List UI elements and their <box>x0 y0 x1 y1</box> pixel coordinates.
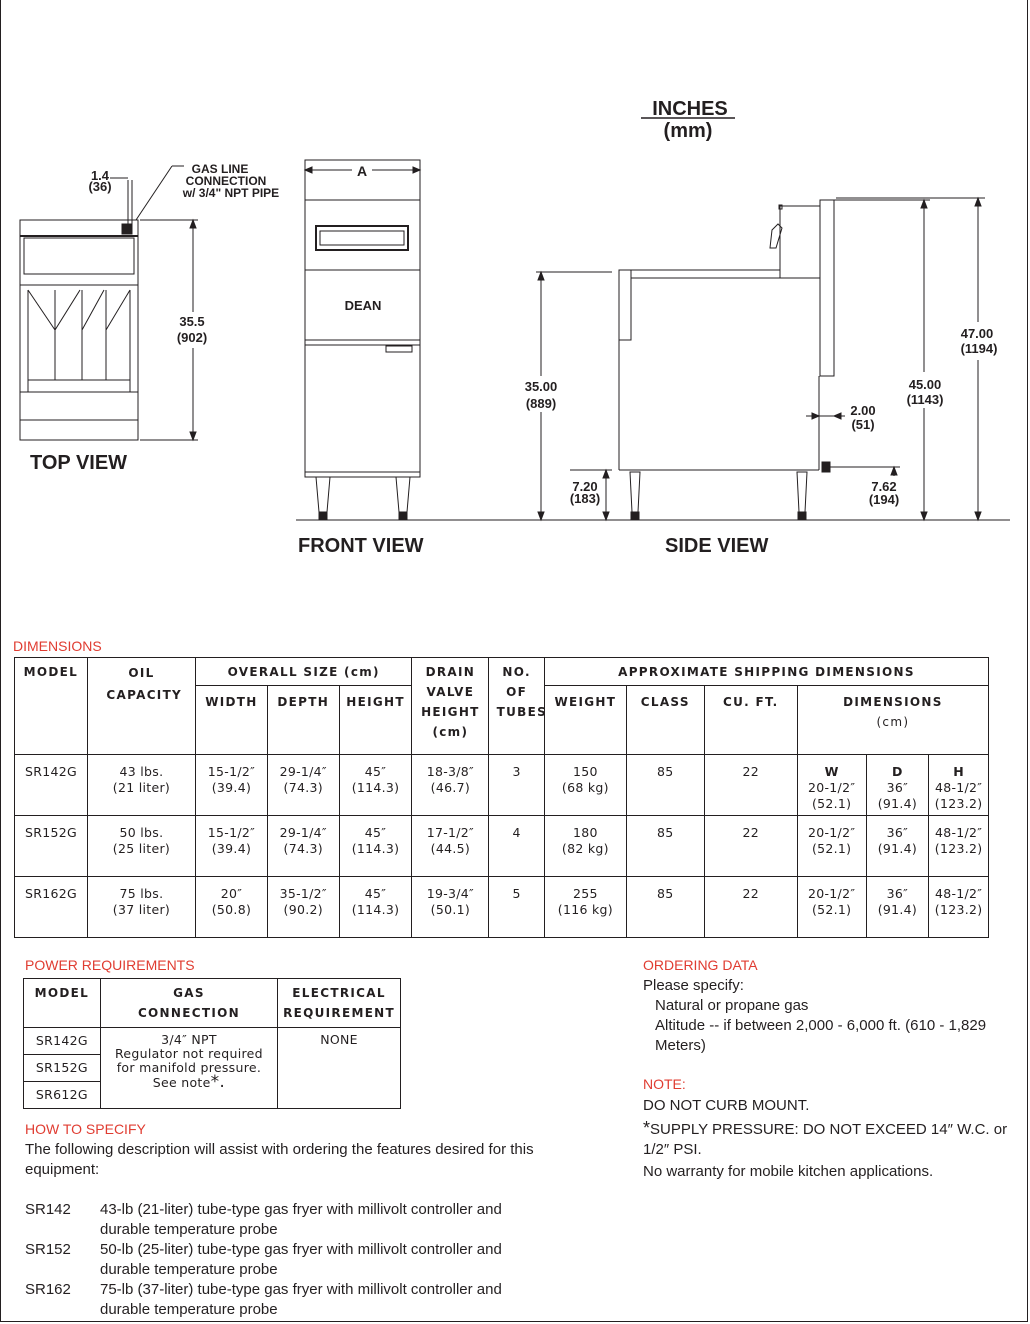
dim-47-00-mm: (1194) <box>960 341 998 356</box>
cell-tubes <box>489 816 545 877</box>
cell-line: (44.5) <box>430 841 471 856</box>
cell-cuft <box>704 877 797 938</box>
gas-line-label-3: w/ 3/4" NPT PIPE <box>182 186 280 200</box>
cell-line: 17-1/2″ <box>426 825 475 840</box>
col-height: HEIGHT <box>339 686 412 755</box>
cell-ship-w <box>797 755 866 816</box>
cell-line: 48-1/2″ <box>934 825 983 840</box>
cell-line: SR152G <box>25 825 77 840</box>
cell-line: 150 <box>573 764 598 779</box>
cell-line: 15-1/2″ <box>207 764 256 779</box>
cell-line: 36″ <box>886 886 909 901</box>
cell-line: SR142G <box>25 764 77 779</box>
col-class: CLASS <box>626 686 704 755</box>
cell-line: (123.2) <box>934 841 983 856</box>
col-cuft: CU. FT. <box>704 686 797 755</box>
dim-1-4: 1.4 <box>90 168 110 183</box>
cell-line: (52.1) <box>811 796 852 811</box>
cell-line: 36″ <box>886 780 909 795</box>
ordering-line-1: Please specify: <box>643 977 744 994</box>
cell-line: 180 <box>573 825 598 840</box>
ordering-title: ORDERING DATA <box>643 957 758 973</box>
cell-weight <box>544 816 626 877</box>
power-col-electrical <box>278 979 401 1028</box>
cell-line: 18-3/8″ <box>426 764 475 779</box>
cell-line: (52.1) <box>811 902 852 917</box>
cell-line: (74.3) <box>283 780 323 795</box>
how-item-desc: 75-lb (37-liter) tube-type gas fryer with millivolt controller and durable temperature probe <box>100 1281 502 1318</box>
cell-line: (68 kg) <box>561 780 609 795</box>
ordering-line-2: Natural or propane gas <box>655 997 809 1014</box>
ship-h-header: H <box>953 764 964 779</box>
dim-7-62-mm: (194) <box>868 492 900 507</box>
how-item-code: SR152 <box>25 1241 71 1258</box>
cell-ship-d <box>866 877 929 938</box>
dim-1-4-mm: (36) <box>88 179 112 194</box>
cell-weight <box>544 755 626 816</box>
cell-line: 22 <box>742 886 759 901</box>
cell-line: 45″ <box>364 825 387 840</box>
cell-line: (21 liter) <box>112 780 171 795</box>
cell-depth <box>267 877 339 938</box>
how-intro: The following description will assist with ordering the features desired for this equipment: <box>25 1141 534 1178</box>
power-col-gas-2: CONNECTION <box>137 1006 240 1020</box>
cell-line: (39.4) <box>211 780 252 795</box>
cell-line: 5 <box>512 886 521 901</box>
cell-ship-h <box>929 877 989 938</box>
how-item <box>25 1240 555 1280</box>
dim-7-62: 7.62 <box>871 479 897 494</box>
cell-line: 75 lbs. <box>119 886 164 901</box>
col-dimensions <box>797 686 988 755</box>
cell-line: 22 <box>742 764 759 779</box>
front-view-label: FRONT VIEW <box>298 535 424 557</box>
power-col-elec-1: ELECTRICAL <box>292 986 386 1000</box>
cell-ship-h <box>929 755 989 816</box>
col-weight: WEIGHT <box>544 686 626 755</box>
power-gas-see-note: See note <box>152 1075 211 1090</box>
cell-oil <box>87 816 195 877</box>
dim-45-00-mm: (1143) <box>906 392 944 407</box>
cell-line: 35-1/2″ <box>279 886 327 901</box>
side-view <box>536 198 985 520</box>
how-item <box>25 1280 555 1320</box>
cell-line: 45″ <box>364 764 387 779</box>
col-depth: DEPTH <box>267 686 339 755</box>
cell-line: (123.2) <box>934 796 983 811</box>
gas-line-label-1: GAS LINE <box>191 162 249 176</box>
cell-line: (52.1) <box>811 841 852 856</box>
units-label: INCHES <box>652 98 728 120</box>
col-model: MODEL <box>15 658 88 755</box>
power-gas-line-3: for manifold pressure. <box>116 1060 262 1075</box>
cell-line: (39.4) <box>211 841 252 856</box>
cell-line: (46.7) <box>430 780 471 795</box>
cell-line: 20-1/2″ <box>807 886 856 901</box>
cell-line: 22 <box>742 825 759 840</box>
power-col-elec-2: REQUIREMENT <box>283 1006 396 1020</box>
how-item-code: SR142 <box>25 1201 71 1218</box>
top-view-label: TOP VIEW <box>30 452 128 474</box>
technical-drawing <box>0 0 1030 600</box>
col-tubes-label: NO. OF TUBES <box>496 665 548 719</box>
col-drain-valve <box>412 658 489 755</box>
cell-line: 255 <box>573 886 598 901</box>
dimensions-row <box>15 755 989 816</box>
note-mark: * <box>643 1118 651 1138</box>
cell-line: 85 <box>657 764 674 779</box>
cell-line: (91.4) <box>877 902 918 917</box>
cell-line: (91.4) <box>877 796 918 811</box>
how-title: HOW TO SPECIFY <box>25 1121 146 1137</box>
dim-2-00-mm: (51) <box>851 417 875 432</box>
note-line-2 <box>643 1118 1008 1160</box>
cell-cuft <box>704 755 797 816</box>
cell-drain <box>412 755 489 816</box>
cell-line: (50.1) <box>430 902 471 917</box>
cell-line: 43 lbs. <box>119 764 164 779</box>
ship-d-header: D <box>892 764 903 779</box>
col-width: WIDTH <box>196 686 268 755</box>
power-electrical: NONE <box>278 1028 401 1109</box>
cell-line: 85 <box>657 886 674 901</box>
cell-cuft <box>704 816 797 877</box>
ordering-line-3: Altitude -- if between 2,000 - 6,000 ft. (610 - 1,829 Meters) <box>655 1017 987 1054</box>
cell-oil <box>87 877 195 938</box>
cell-line: (25 liter) <box>112 841 171 856</box>
dim-35-5-mm: (902) <box>176 330 208 345</box>
cell-line: (90.2) <box>283 902 323 917</box>
cell-width <box>196 816 268 877</box>
cell-line: 20-1/2″ <box>807 825 856 840</box>
cell-line: (116 kg) <box>557 902 613 917</box>
front-view <box>305 160 420 520</box>
power-model-3: SR612G <box>24 1082 101 1109</box>
brand-label: DEAN <box>344 298 382 313</box>
cell-ship-w <box>797 816 866 877</box>
cell-line: 15-1/2″ <box>207 825 256 840</box>
power-gas-connection <box>100 1028 277 1109</box>
note-supply-pressure: SUPPLY PRESSURE: DO NOT EXCEED 14″ W.C. or 1/2″ PSI. <box>643 1121 1008 1158</box>
dimensions-row <box>15 816 989 877</box>
cell-line: (114.3) <box>351 780 400 795</box>
cell-line: 20″ <box>220 886 243 901</box>
cell-line: 36″ <box>886 825 909 840</box>
how-item-code: SR162 <box>25 1281 71 1298</box>
cell-line: 50 lbs. <box>119 825 164 840</box>
col-drain-valve-label: DRAIN VALVE HEIGHT (cm) <box>421 665 480 739</box>
cell-ship-d <box>866 816 929 877</box>
col-oil-capacity <box>87 658 195 755</box>
dim-7-20: 7.20 <box>572 479 598 494</box>
cell-drain <box>412 816 489 877</box>
cell-height <box>339 877 412 938</box>
col-dimensions-unit: (cm) <box>876 715 910 729</box>
cell-class <box>626 755 704 816</box>
units-label-mm: (mm) <box>663 120 713 142</box>
cell-line: (123.2) <box>934 902 983 917</box>
cell-ship-d <box>866 755 929 816</box>
note-line-3: No warranty for mobile kitchen applications. <box>643 1163 934 1180</box>
cell-line: 85 <box>657 825 674 840</box>
dimensions-row <box>15 877 989 938</box>
cell-line: 45″ <box>364 886 387 901</box>
col-tubes <box>489 658 548 755</box>
cell-width <box>196 755 268 816</box>
power-gas-line-2: Regulator not required <box>114 1046 263 1061</box>
note-title: NOTE: <box>643 1076 686 1092</box>
cell-class <box>626 816 704 877</box>
dimensions-table <box>14 657 989 938</box>
cell-model <box>15 877 88 938</box>
power-model-2: SR152G <box>24 1055 101 1082</box>
power-gas-line-4 <box>101 1072 277 1092</box>
cell-height <box>339 816 412 877</box>
col-shipping: APPROXIMATE SHIPPING DIMENSIONS <box>544 658 988 686</box>
cell-line: SR162G <box>25 886 77 901</box>
side-view-label: SIDE VIEW <box>665 535 769 557</box>
cell-tubes <box>489 755 545 816</box>
dim-47-00: 47.00 <box>960 326 994 341</box>
power-gas-line-1: 3/4″ NPT <box>161 1032 217 1047</box>
dim-35-00-mm: (889) <box>525 396 557 411</box>
power-title: POWER REQUIREMENTS <box>25 957 195 973</box>
cell-line: (50.8) <box>211 902 252 917</box>
cell-line: 4 <box>512 825 521 840</box>
how-list <box>25 1200 555 1320</box>
cell-oil <box>87 755 195 816</box>
power-col-model: MODEL <box>24 979 101 1028</box>
cell-ship-w <box>797 877 866 938</box>
how-item-desc: 43-lb (21-liter) tube-type gas fryer with millivolt controller and durable temperature probe <box>100 1201 502 1238</box>
cell-model <box>15 816 88 877</box>
cell-line: 48-1/2″ <box>934 780 983 795</box>
power-table <box>23 978 401 1109</box>
cell-line: (114.3) <box>351 841 400 856</box>
power-col-gas <box>100 979 277 1028</box>
cell-line: 3 <box>512 764 521 779</box>
cell-drain <box>412 877 489 938</box>
ship-w-header: W <box>824 764 839 779</box>
dim-45-00: 45.00 <box>908 377 942 392</box>
cell-depth <box>267 755 339 816</box>
how-item <box>25 1200 555 1240</box>
cell-line: (82 kg) <box>561 841 609 856</box>
dim-7-20-mm: (183) <box>569 491 601 506</box>
cell-line: 19-3/4″ <box>426 886 475 901</box>
dim-35-5: 35.5 <box>179 314 205 329</box>
dimensions-title: DIMENSIONS <box>13 638 102 654</box>
note-line-1: DO NOT CURB MOUNT. <box>643 1097 810 1114</box>
cell-line: 29-1/4″ <box>279 764 327 779</box>
top-view <box>20 166 198 440</box>
gas-line-label-2: CONNECTION <box>185 174 267 188</box>
power-col-gas-1: GAS <box>173 986 205 1000</box>
how-item-desc: 50-lb (25-liter) tube-type gas fryer with millivolt controller and durable temperature probe <box>100 1241 502 1278</box>
dim-35-00: 35.00 <box>524 379 558 394</box>
cell-model <box>15 755 88 816</box>
cell-class <box>626 877 704 938</box>
power-gas-note-mark: *. <box>210 1072 226 1092</box>
col-dimensions-label: DIMENSIONS <box>843 695 943 709</box>
col-overall-size: OVERALL SIZE (cm) <box>196 658 412 686</box>
cell-weight <box>544 877 626 938</box>
power-model-1: SR142G <box>24 1028 101 1055</box>
cell-line: (114.3) <box>351 902 400 917</box>
cell-line: 48-1/2″ <box>934 886 983 901</box>
cell-depth <box>267 816 339 877</box>
cell-tubes <box>489 877 545 938</box>
cell-line: 29-1/4″ <box>279 825 327 840</box>
cell-line: (37 liter) <box>112 902 171 917</box>
cell-line: (74.3) <box>283 841 323 856</box>
dim-2-00: 2.00 <box>850 403 876 418</box>
col-oil-capacity-label: OIL CAPACITY <box>106 666 183 702</box>
cell-line: (91.4) <box>877 841 918 856</box>
cell-line: 20-1/2″ <box>807 780 856 795</box>
cell-width <box>196 877 268 938</box>
cell-ship-h <box>929 816 989 877</box>
cell-height <box>339 755 412 816</box>
dim-a: A <box>356 163 368 179</box>
